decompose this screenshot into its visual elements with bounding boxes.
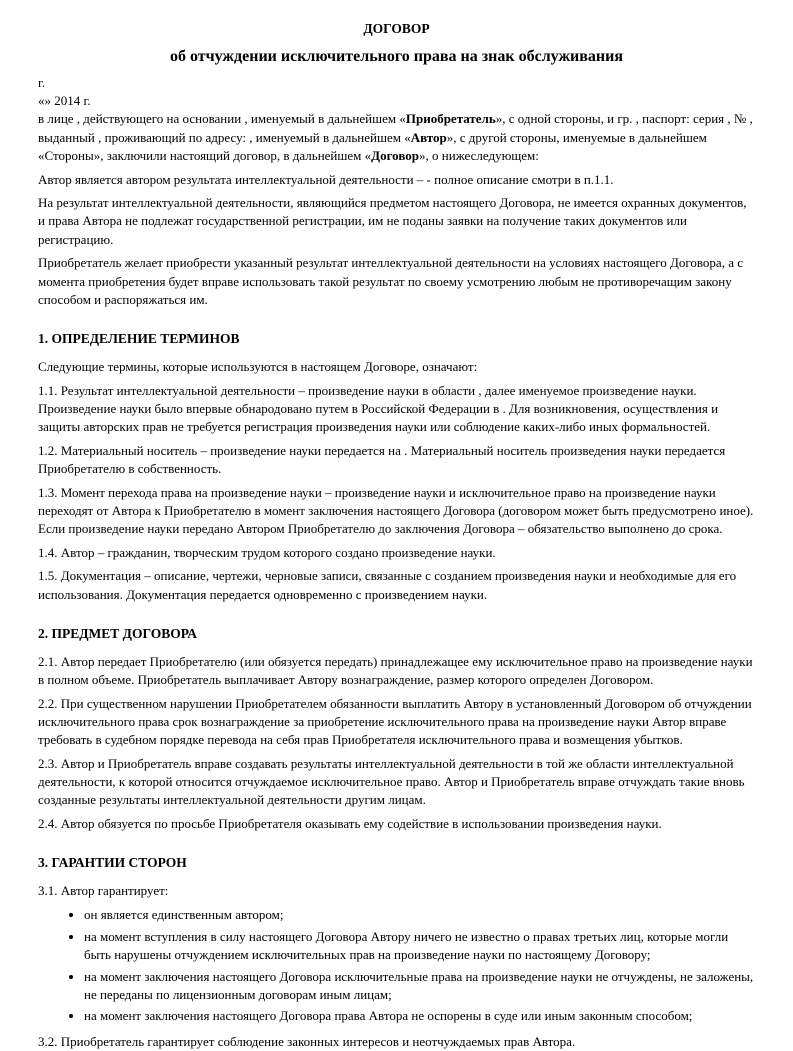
section-heading-subject: 2. ПРЕДМЕТ ДОГОВОРА bbox=[38, 625, 197, 641]
clause-1-3: 1.3. Момент перехода права на произведение науки – произведение науки и исключительное право на произведение науки переходят от Автора к Приобретателю в момент заключения настоящего Договора (договором может быть предусмотрено иное). Если произведение науки передано Автором Приобретателю до заключения Договора – обязательство выполнено до срока. bbox=[38, 484, 754, 537]
guarantee-item-not-alienated: • на момент заключения настоящего Договора исключительные права на произведение науки не отчуждены, не заложены, не переданы по лицензионным договорам иным лицам; bbox=[84, 968, 755, 1004]
document-subtitle: об отчуждении исключительного права на знак обслуживания bbox=[169, 48, 624, 65]
document-title: ДОГОВОР bbox=[363, 21, 430, 36]
guarantee-item-sole-author: • он является единственным автором; bbox=[84, 906, 755, 924]
clause-2-4: 2.4. Автор обязуется по просьбе Приобретателя оказывать ему содействие в использовании произведения науки. bbox=[38, 816, 662, 831]
guarantee-item-third-party-rights: • на момент вступления в силу настоящего Договора Автору ничего не известно о правах третьих лиц, которые могли быть нарушены отчуждением исключительных прав на произведение науки по настоящему Договору; bbox=[84, 928, 755, 964]
intro-paragraph-author: Автор является автором результата интеллектуальной деятельности – - полное описание смотри в п.1.1. bbox=[38, 171, 614, 187]
clause-2-3: 2.3. Автор и Приобретатель вправе создавать результаты интеллектуальной деятельности в той же области интеллектуальной деятельности, к которой относится отчуждаемое исключительное право. Автор и Приобретатель вправе отчуждать такие вновь созданные результаты интеллектуальной деятельности другим лицам. bbox=[38, 755, 745, 808]
section-heading-guarantees: 3. ГАРАНТИИ СТОРОН bbox=[38, 855, 187, 871]
clause-1-1: 1.1. Результат интеллектуальной деятельности – произведение науки в области , далее именуемое произведение науки. Произведение науки было впервые обнародовано путем в Российской Федерации в . Для возникновения, осуществления и защиты авторских прав не требуется регистрация произведения науки или соблюдение каких-либо иных формальностей. bbox=[38, 382, 719, 435]
clause-1-2: 1.2. Материальный носитель – произведение науки передается на . Материальный носитель произведения науки передается Приобретателю в собственность. bbox=[38, 442, 726, 476]
guarantee-item-not-contested: • на момент заключения настоящего Договора права Автора не оспорены в суде или иным законным способом; bbox=[84, 1007, 755, 1025]
intro-paragraph-no-documents: На результат интеллектуальной деятельности, являющийся предметом настоящего Договора, не имеется охранных документов, и права Автора не подлежат государственной регистрации, им не поданы заявки на получение таких документов или регистрацию. bbox=[38, 195, 747, 247]
clause-1-5: 1.5. Документация – описание, чертежи, черновые записи, связанные с созданием произведения науки и необходимые для его использования. Документация передается одновременно с произведением науки. bbox=[38, 568, 737, 602]
clause-2-1: 2.1. Автор передает Приобретателю (или обязуется передать) принадлежащее ему исключительное право на произведение науки в полном объеме. Приобретатель выплачивает Автору вознаграждение, размер которого определен Договором. bbox=[38, 653, 753, 688]
clause-3-1: 3.1. Автор гарантирует: bbox=[38, 883, 169, 899]
clause-1-4: 1.4. Автор – гражданин, творческим трудом которого создано произведение науки. bbox=[38, 544, 496, 560]
city-line: г. bbox=[38, 75, 46, 90]
preamble-paragraph: в лице , действующего на основании , именуемый в дальнейшем «Приобретатель», с одной стороны, и гр. , паспорт: серия , № , выданный , проживающий по адресу: , именуемый в дальнейшем «Автор», с другой стороны, именуемые в дальнейшем «Стороны», заключили настоящий договор, в дальнейшем «Договор», о нижеследующем: bbox=[38, 111, 753, 163]
terms-intro-paragraph: Следующие термины, которые используются в настоящем Договоре, означают: bbox=[38, 358, 478, 374]
date-line: «» 2014 г. bbox=[38, 93, 91, 109]
clause-3-2: 3.2. Приобретатель гарантирует соблюдение законных интересов и неотчуждаемых прав Автора. bbox=[38, 1033, 576, 1049]
guarantees-list bbox=[38, 906, 755, 1026]
intro-paragraph-acquirer-intent: Приобретатель желает приобрести указанный результат интеллектуальной деятельности на условиях настоящего Договора, а с момента приобретения будет вправе использовать такой результат по своему усмотрению любым не противоречащим закону способом и распоряжаться им. bbox=[38, 255, 743, 307]
section-heading-terms: 1. ОПРЕДЕЛЕНИЕ ТЕРМИНОВ bbox=[38, 330, 240, 346]
clause-2-2: 2.2. При существенном нарушении Приобретателем обязанности выплатить Автору в установленный Договором об отчуждении исключительного права срок вознаграждение за приобретение исключительного права на произведение науки Автор вправе требовать в судебном порядке перевода на себя прав Приобретателя исключительного права и возмещения убытков. bbox=[38, 695, 752, 748]
